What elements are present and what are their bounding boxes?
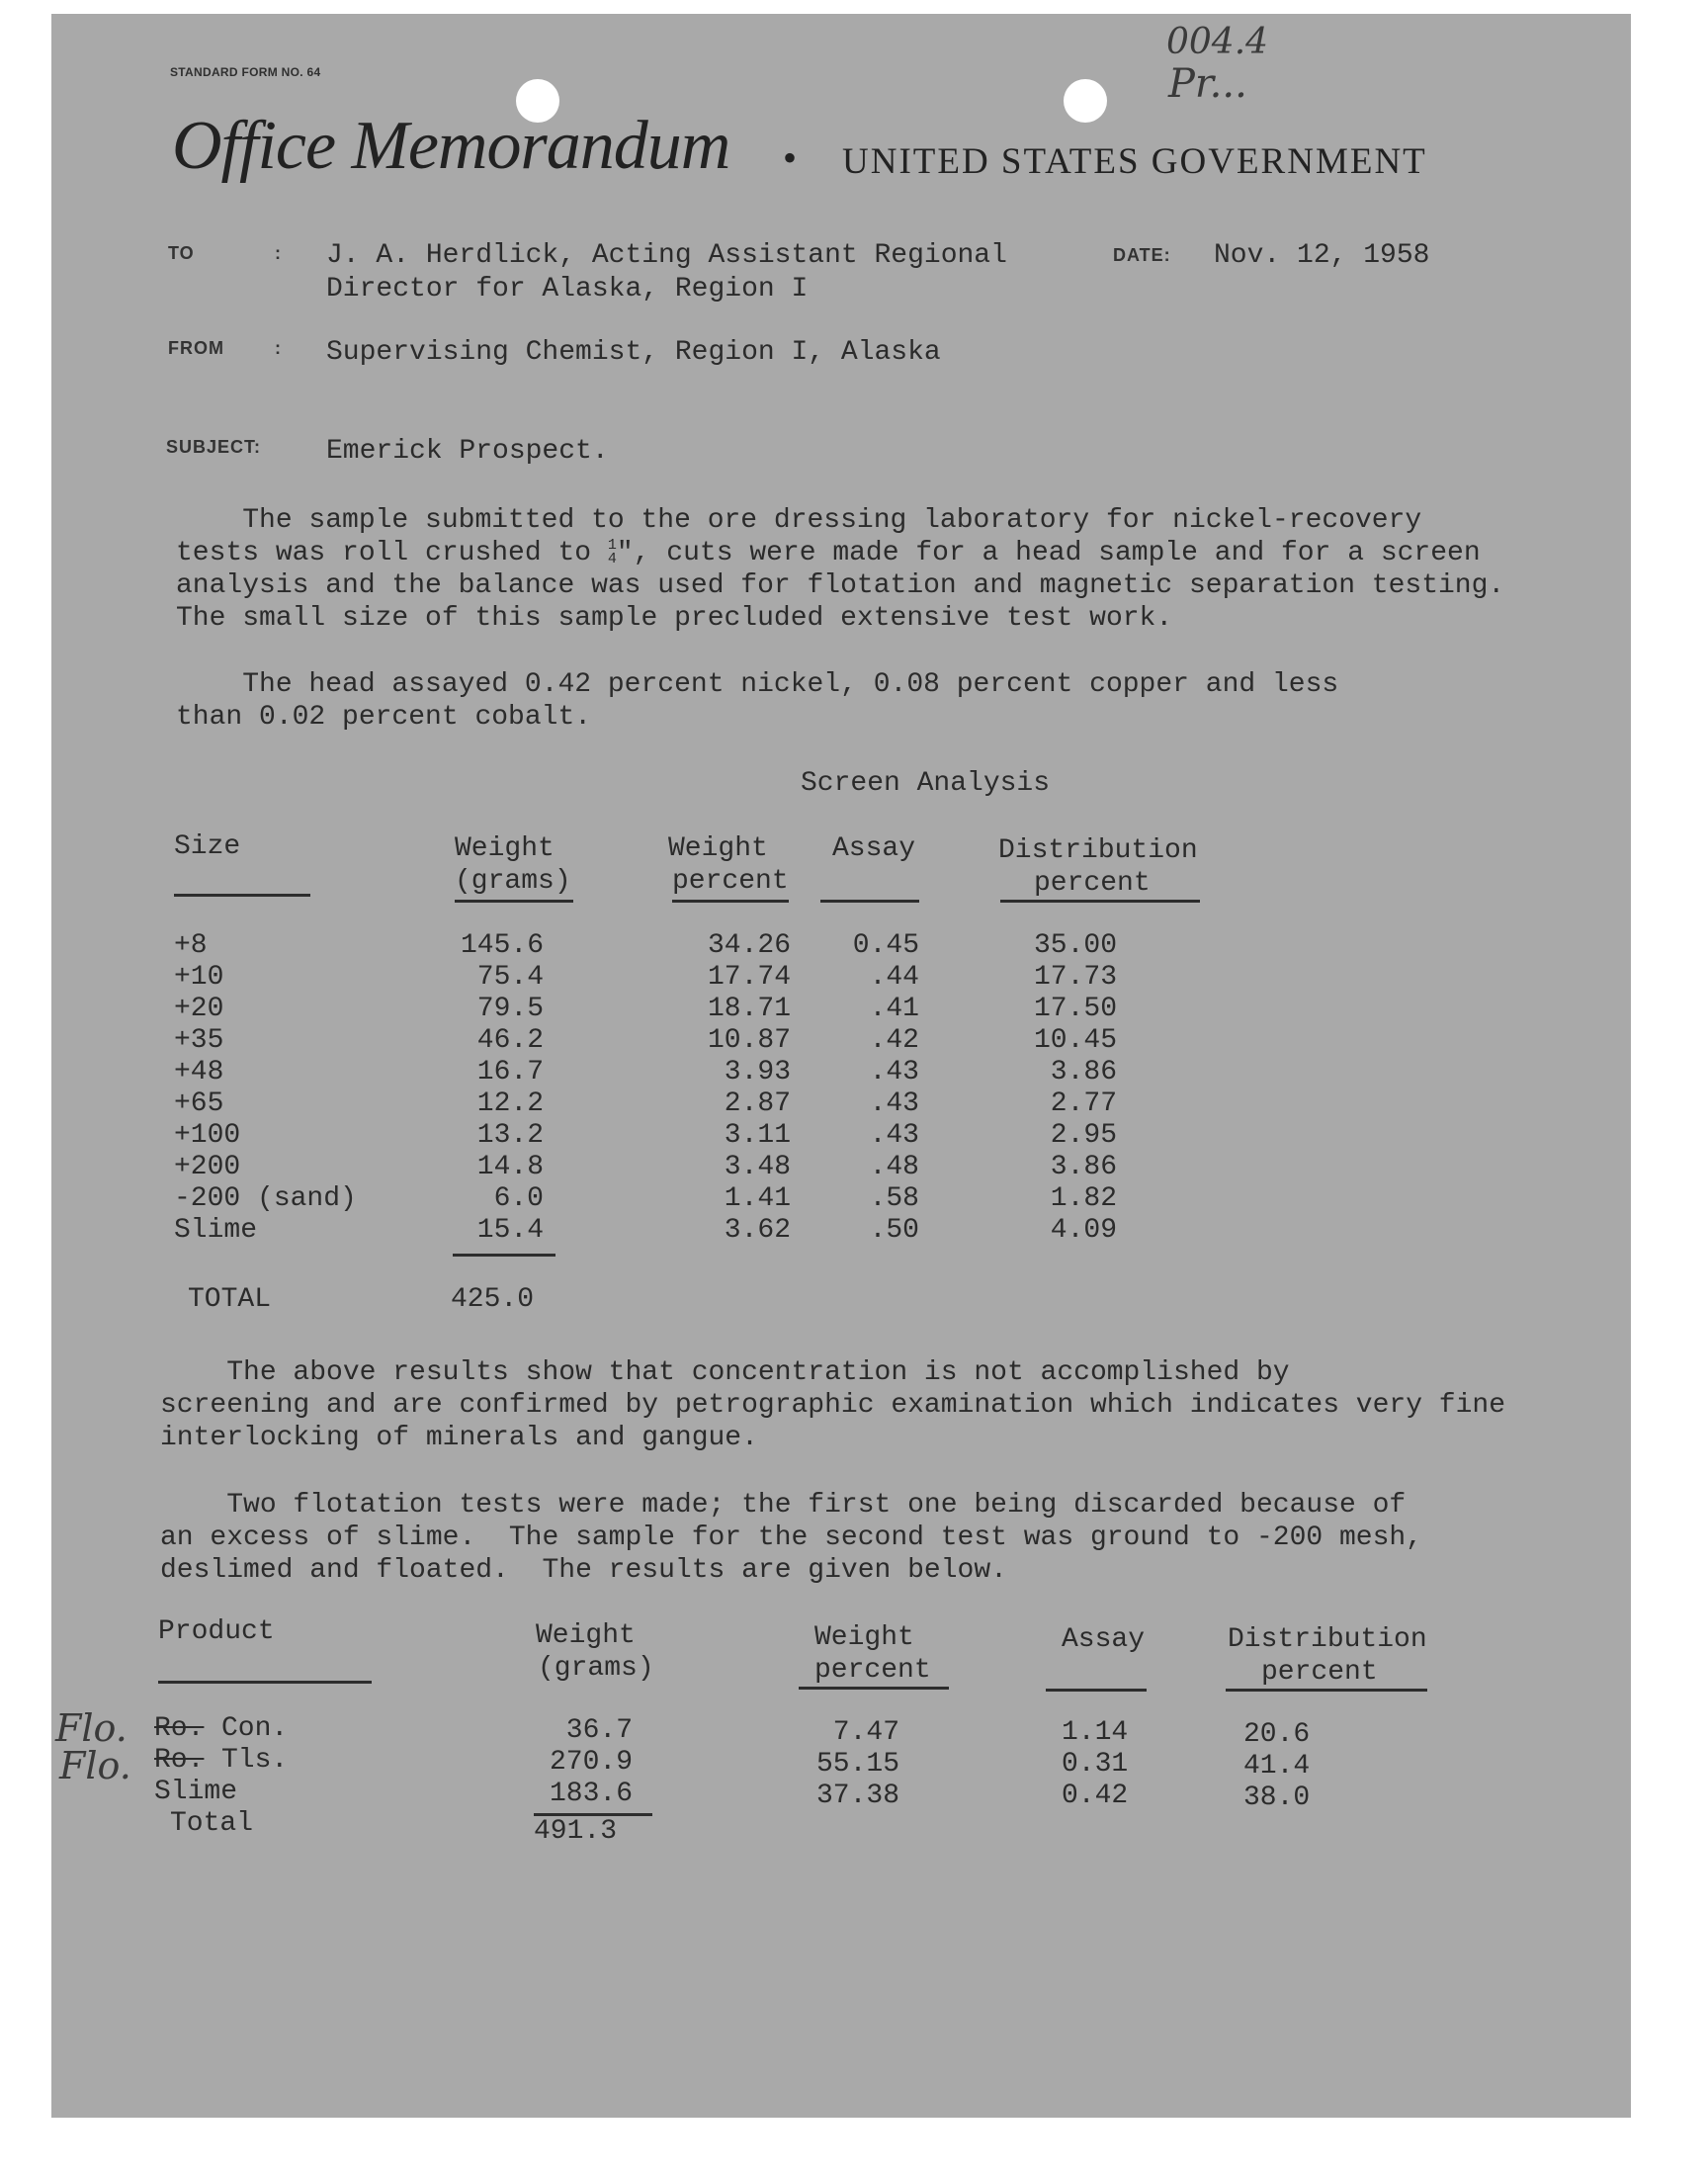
cell-weight-percent: 3.11	[724, 1120, 791, 1151]
col-weight: Weight	[455, 833, 555, 864]
col-product: Product	[158, 1616, 275, 1647]
fraction-quarter: 1 4	[607, 536, 617, 567]
cell-assay: .42	[869, 1025, 919, 1056]
cell-size: +48	[174, 1057, 224, 1088]
cell-distribution: 2.95	[1050, 1120, 1117, 1151]
cell-assay: 1.14	[1062, 1717, 1129, 1748]
to-line-1: J. A. Herdlick, Acting Assistant Regional	[326, 240, 1007, 271]
cell-distribution: 20.6	[1243, 1719, 1311, 1750]
colon: :	[275, 338, 282, 358]
cell-distribution: 3.86	[1050, 1057, 1117, 1088]
cell-product: Tls.	[221, 1745, 289, 1776]
title-separator: •	[783, 135, 798, 180]
header-underline	[1046, 1689, 1147, 1692]
col-weight-unit: (grams)	[455, 866, 571, 897]
col-weight-percent: Weight	[814, 1622, 914, 1653]
from-value: Supervising Chemist, Region I, Alaska	[326, 337, 941, 368]
cell-weight-percent: 3.48	[724, 1152, 791, 1182]
total-value: 491.3	[534, 1816, 618, 1847]
cell-weight: 12.2	[476, 1088, 544, 1119]
handwritten-flo-2: Flo.	[59, 1744, 131, 1787]
cell-distribution: 17.73	[1033, 962, 1117, 993]
cell-assay: .43	[869, 1057, 919, 1088]
cell-weight: 183.6	[549, 1779, 633, 1809]
cell-distribution: 2.77	[1050, 1088, 1117, 1119]
col-distribution: Distribution	[998, 835, 1198, 866]
date-value: Nov. 12, 1958	[1214, 240, 1430, 271]
paragraph-4-line-2: an excess of slime. The sample for the second test was ground to -200 mesh,	[160, 1522, 1423, 1553]
cell-assay: 0.45	[852, 930, 919, 961]
header-underline	[1226, 1689, 1427, 1692]
paragraph-3-line-2: screening and are confirmed by petrographic examination which indicates very fine	[160, 1390, 1506, 1421]
cell-size: +35	[174, 1025, 224, 1056]
paragraph-1-line-2: tests was roll crushed to 1 4", cuts were made for a head sample and for a screen	[176, 536, 1481, 568]
to-label: TO	[168, 243, 195, 263]
total-label: Total	[170, 1808, 254, 1839]
agency-name: UNITED STATES GOVERNMENT	[842, 141, 1427, 182]
cell-assay: .50	[869, 1215, 919, 1246]
cell-weight-percent: 1.41	[724, 1183, 791, 1214]
colon: :	[275, 243, 282, 263]
cell-product: Slime	[154, 1777, 238, 1807]
col-distribution: Distribution	[1228, 1624, 1427, 1655]
cell-weight-percent: 55.15	[815, 1749, 899, 1780]
paragraph-3-line-1: The above results show that concentration is not accomplished by	[160, 1357, 1290, 1388]
cell-size: Slime	[174, 1215, 258, 1246]
cell-product-prefix: Ro.	[154, 1713, 205, 1744]
col-weight-percent: Weight	[668, 833, 768, 864]
cell-distribution: 1.82	[1050, 1183, 1117, 1214]
cell-assay: 0.31	[1062, 1749, 1129, 1780]
cell-distribution: 10.45	[1033, 1025, 1117, 1056]
cell-assay: 0.42	[1062, 1781, 1129, 1811]
cell-assay: .44	[869, 962, 919, 993]
col-distribution-2: percent	[1034, 868, 1151, 899]
cell-distribution: 3.86	[1050, 1152, 1117, 1182]
paragraph-1-line-3: analysis and the balance was used for flotation and magnetic separation testing.	[176, 570, 1505, 601]
to-line-2: Director for Alaska, Region I	[326, 274, 809, 304]
cell-weight-percent: 18.71	[707, 994, 791, 1024]
cell-weight: 46.2	[476, 1025, 544, 1056]
cell-distribution: 17.50	[1033, 994, 1117, 1024]
cell-product: Con.	[221, 1713, 289, 1744]
cell-size: +20	[174, 994, 224, 1024]
cell-assay: .43	[869, 1120, 919, 1151]
cell-weight-percent: 34.26	[707, 930, 791, 961]
header-underline	[1000, 900, 1200, 903]
cell-size: +100	[174, 1120, 241, 1151]
cell-weight: 270.9	[549, 1747, 633, 1778]
cell-assay: .48	[869, 1152, 919, 1182]
handwritten-flo-1: Flo.	[55, 1706, 128, 1750]
cell-assay: .43	[869, 1088, 919, 1119]
header-underline	[174, 894, 310, 897]
col-size: Size	[174, 831, 241, 862]
handwritten-file-code: 004.4	[1166, 22, 1269, 62]
header-underline	[799, 1687, 949, 1690]
cell-weight-percent: 17.74	[707, 962, 791, 993]
paragraph-1-line-1: The sample submitted to the ore dressing laboratory for nickel-recovery	[176, 505, 1422, 536]
col-weight-percent-2: percent	[672, 866, 789, 897]
paragraph-4-line-1: Two flotation tests were made; the first one being discarded because of	[160, 1490, 1407, 1521]
header-underline	[672, 900, 789, 903]
header-underline	[820, 900, 919, 903]
cell-weight-percent: 2.87	[724, 1088, 791, 1119]
paragraph-3-line-3: interlocking of minerals and gangue.	[160, 1423, 758, 1453]
cell-distribution: 41.4	[1243, 1751, 1311, 1782]
cell-weight: 36.7	[565, 1715, 633, 1746]
col-distribution-2: percent	[1261, 1657, 1378, 1688]
cell-weight: 14.8	[476, 1152, 544, 1182]
cell-weight: 145.6	[460, 930, 544, 961]
cell-weight-percent: 3.62	[724, 1215, 791, 1246]
cell-weight-percent: 3.93	[724, 1057, 791, 1088]
total-value: 425.0	[451, 1284, 535, 1315]
subject-value: Emerick Prospect.	[326, 436, 609, 467]
col-weight-percent-2: percent	[814, 1655, 931, 1686]
cell-weight: 13.2	[476, 1120, 544, 1151]
paragraph-4-line-3: deslimed and floated. The results are given below.	[160, 1555, 1007, 1586]
handwritten-file-name: Pr...	[1168, 61, 1247, 107]
cell-size: +10	[174, 962, 224, 993]
cell-size: +8	[174, 930, 208, 961]
total-label: TOTAL	[188, 1284, 272, 1315]
paragraph-2-line-2: than 0.02 percent cobalt.	[176, 702, 592, 733]
cell-weight: 15.4	[476, 1215, 544, 1246]
from-label: FROM	[168, 338, 224, 358]
cell-assay: .41	[869, 994, 919, 1024]
header-underline	[158, 1681, 372, 1684]
cell-assay: .58	[869, 1183, 919, 1214]
cell-product-prefix: Ro.	[154, 1745, 205, 1776]
col-assay: Assay	[832, 833, 916, 864]
cell-weight: 75.4	[476, 962, 544, 993]
cell-weight: 6.0	[493, 1183, 544, 1214]
form-number: STANDARD FORM NO. 64	[170, 65, 321, 79]
screen-analysis-title: Screen Analysis	[801, 768, 1051, 799]
cell-distribution: 4.09	[1050, 1215, 1117, 1246]
cell-size: -200 (sand)	[174, 1183, 357, 1214]
total-underline	[453, 1254, 555, 1257]
punch-hole	[1064, 79, 1107, 123]
cell-distribution: 35.00	[1033, 930, 1117, 961]
date-label: DATE:	[1113, 245, 1171, 265]
paragraph-2-line-1: The head assayed 0.42 percent nickel, 0.08 percent copper and less	[176, 669, 1339, 700]
cell-weight: 79.5	[476, 994, 544, 1024]
header-underline	[455, 900, 573, 903]
cell-distribution: 38.0	[1243, 1783, 1311, 1813]
col-weight: Weight	[536, 1620, 636, 1651]
cell-weight: 16.7	[476, 1057, 544, 1088]
cell-size: +200	[174, 1152, 241, 1182]
cell-weight-percent: 10.87	[707, 1025, 791, 1056]
cell-weight-percent: 7.47	[832, 1717, 899, 1748]
cell-weight-percent: 37.38	[815, 1781, 899, 1811]
paragraph-1-line-4: The small size of this sample precluded extensive test work.	[176, 603, 1173, 634]
memo-title: Office Memorandum	[172, 108, 730, 184]
col-assay: Assay	[1062, 1624, 1146, 1655]
col-weight-unit: (grams)	[538, 1653, 654, 1684]
cell-size: +65	[174, 1088, 224, 1119]
subject-label: SUBJECT:	[166, 437, 262, 457]
